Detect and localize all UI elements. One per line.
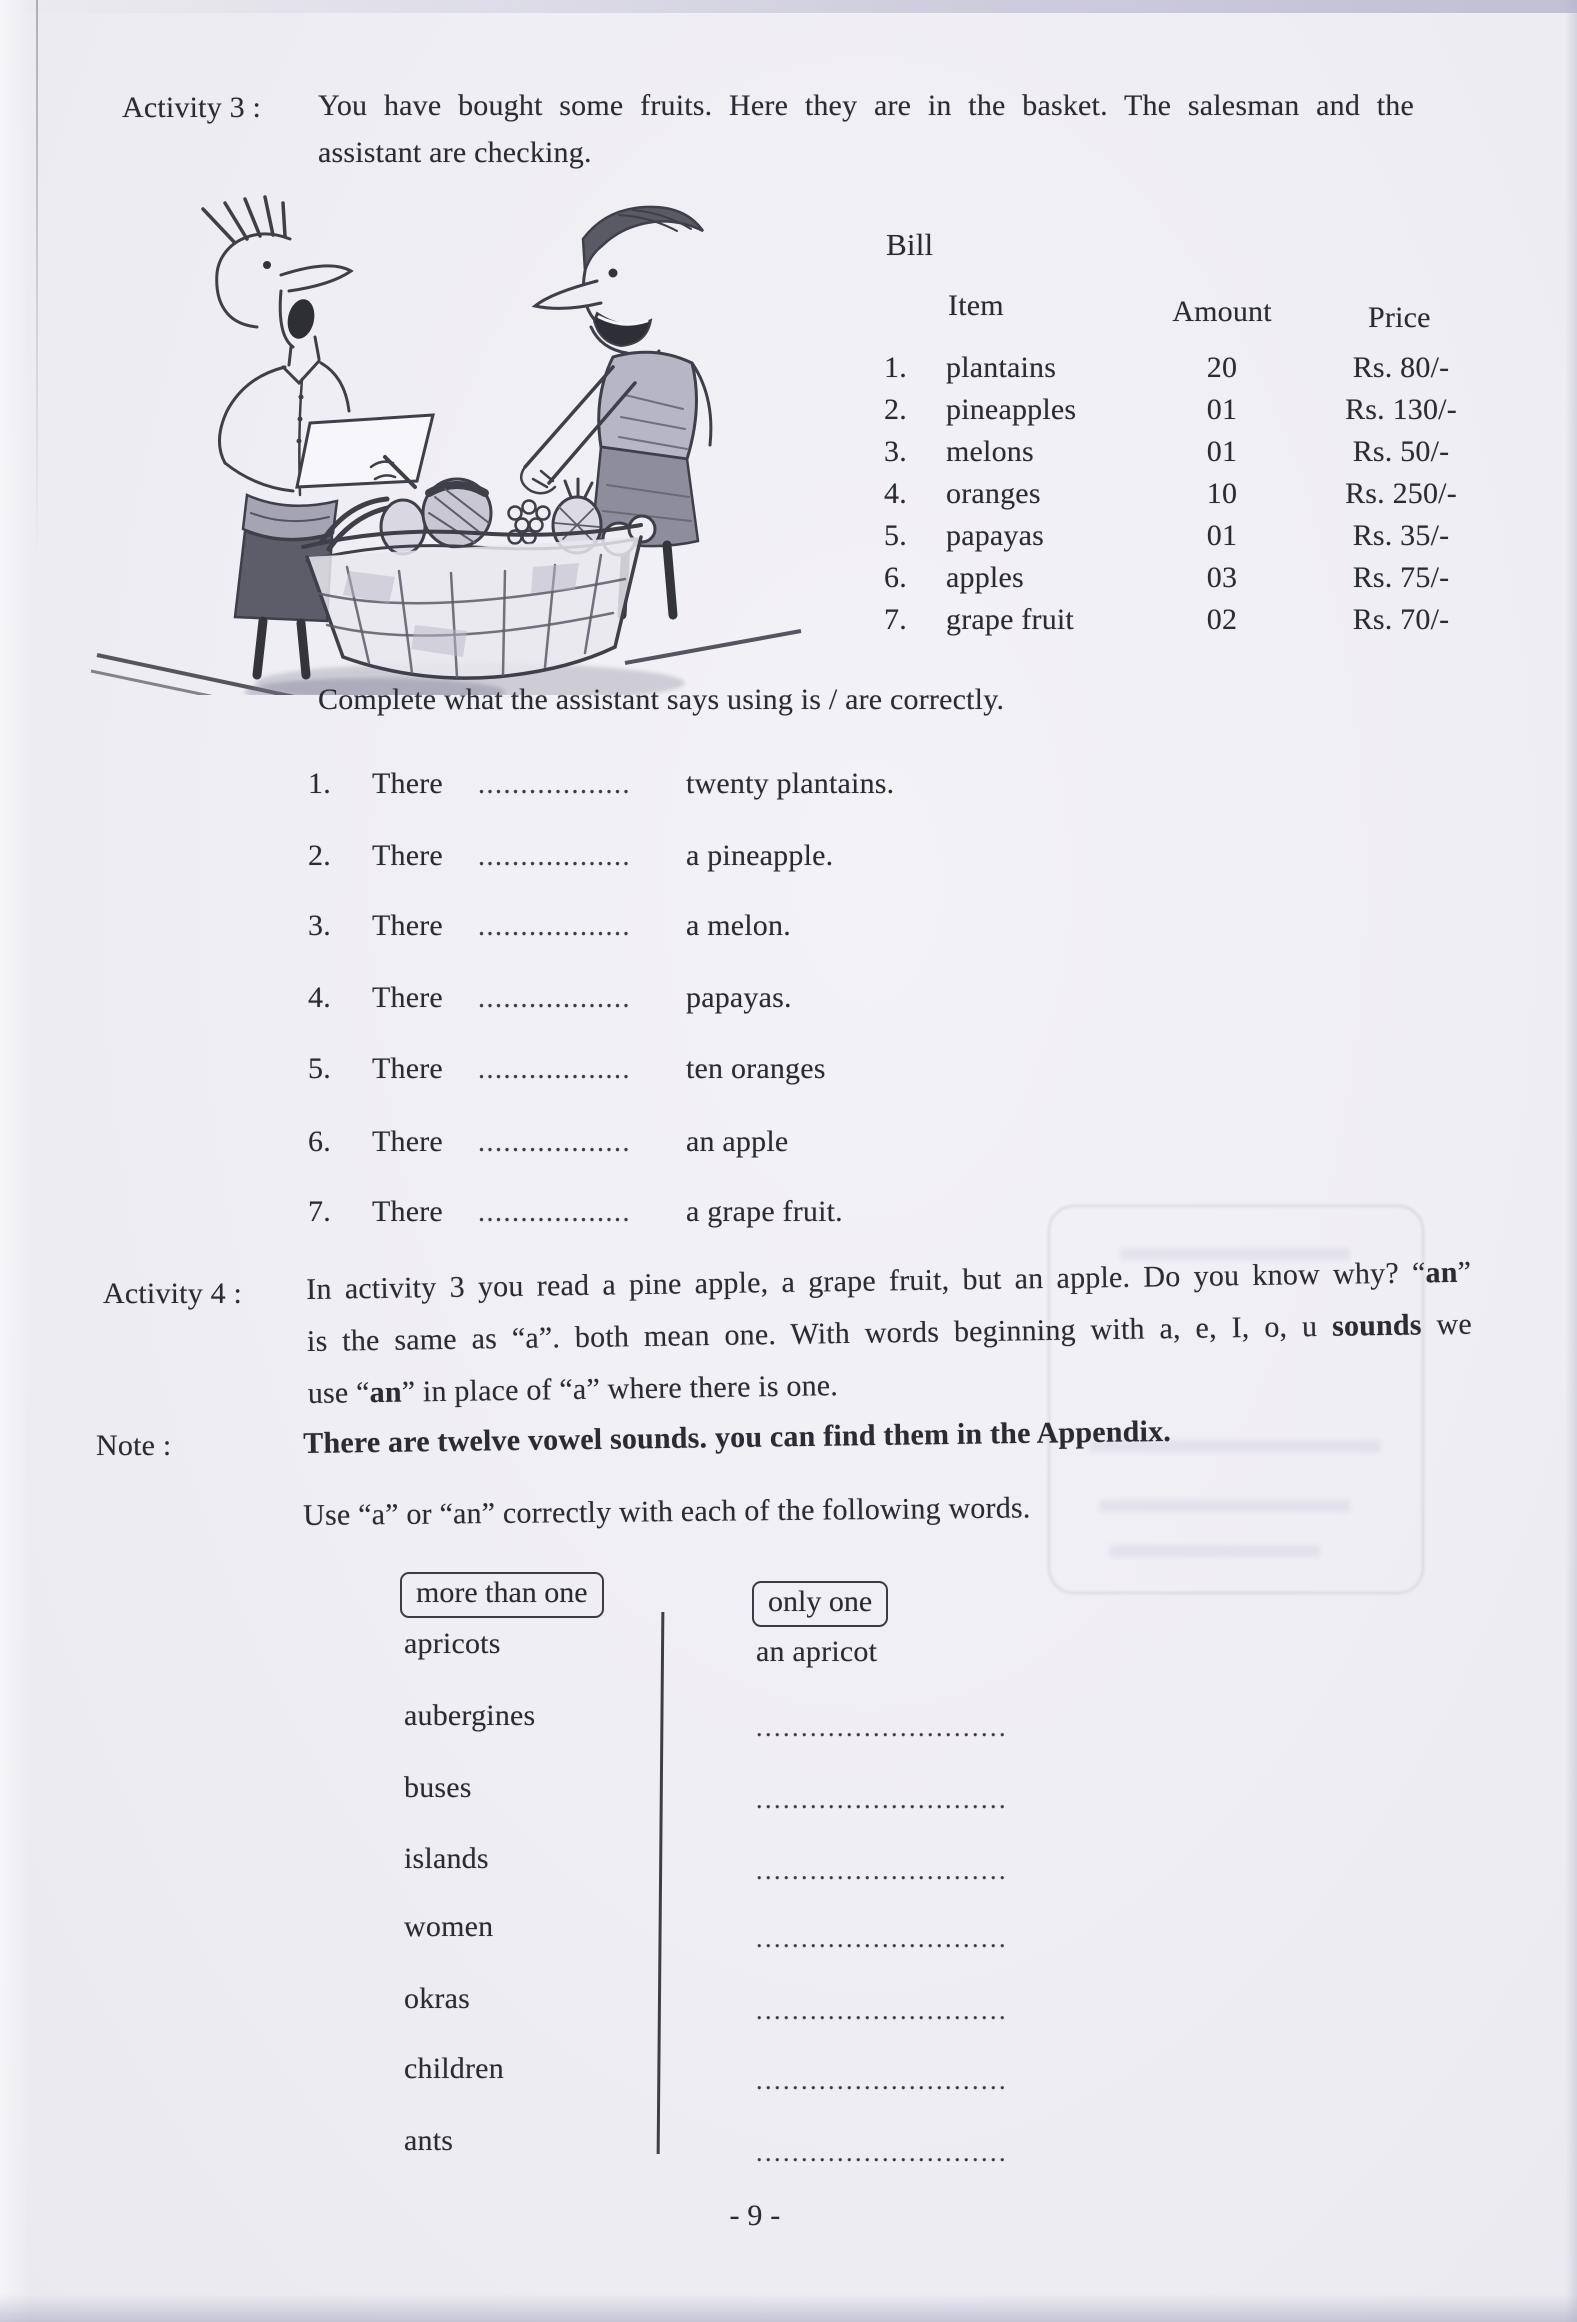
there-item-blank: .................. bbox=[478, 1127, 631, 1158]
there-item-blank: .................. bbox=[478, 983, 631, 1014]
bill-row-item: apples bbox=[946, 561, 1024, 594]
there-item-word: There bbox=[372, 1195, 443, 1228]
more-than-one-box: more than one bbox=[400, 1572, 604, 1618]
bill-row-num: 2. bbox=[884, 393, 907, 426]
there-item-num: 7. bbox=[308, 1195, 331, 1228]
singular-blank: ............................ bbox=[756, 1996, 1008, 2025]
bill-row-item: plantains bbox=[946, 351, 1057, 384]
plural-word: aubergines bbox=[404, 1699, 536, 1732]
activity4-line3: use “an” in place of “a” where there is one. bbox=[307, 1369, 839, 1410]
there-item-blank: .................. bbox=[478, 1197, 631, 1228]
bill-row-amount: 02 bbox=[1206, 603, 1238, 636]
plural-word: islands bbox=[404, 1842, 489, 1875]
bill-title: Bill bbox=[886, 227, 934, 262]
page-number: - 9 - bbox=[729, 2199, 781, 2232]
singular-blank: ............................ bbox=[756, 1713, 1008, 1742]
plural-word: women bbox=[404, 1910, 494, 1943]
there-item-word: There bbox=[372, 839, 443, 872]
there-item-word: There bbox=[372, 1052, 443, 1085]
bill-row-item: grape fruit bbox=[946, 603, 1074, 636]
bill-row-amount: 20 bbox=[1206, 351, 1238, 384]
activity3-intro-line2: assistant are checking. bbox=[318, 136, 592, 169]
bleed-through-smudge bbox=[1110, 1545, 1320, 1557]
bill-row-price: Rs. 80/- bbox=[1352, 351, 1450, 384]
activity4-paragraph bbox=[306, 1255, 1473, 1412]
there-item-blank: .................. bbox=[478, 1054, 631, 1085]
note-text: There are twelve vowel sounds. you can find them in the Appendix. bbox=[303, 1414, 1172, 1460]
bill-row-item: pineapples bbox=[946, 393, 1077, 426]
there-item-num: 6. bbox=[308, 1125, 331, 1158]
bill-row-item: papayas bbox=[946, 519, 1045, 552]
there-item-num: 5. bbox=[308, 1052, 331, 1085]
bill-row-item: melons bbox=[946, 435, 1034, 468]
bill-header-price: Price bbox=[1368, 301, 1431, 334]
there-item-num: 2. bbox=[308, 839, 331, 872]
there-item-answer: twenty plantains. bbox=[686, 767, 895, 800]
bill-header-item: Item bbox=[948, 289, 1004, 322]
activity3-label: Activity 3 : bbox=[122, 91, 262, 124]
singular-blank: ............................ bbox=[756, 1785, 1008, 1814]
bill-row-amount: 03 bbox=[1206, 561, 1238, 594]
scan-top-edge bbox=[0, 0, 1577, 13]
use-instruction: Use “a” or “an” correctly with each of the following words. bbox=[303, 1491, 1031, 1532]
scan-binding-crease bbox=[36, 0, 38, 560]
there-item-word: There bbox=[372, 909, 443, 942]
scan-right-edge bbox=[1565, 0, 1577, 2322]
bill-row-price: Rs. 250/- bbox=[1345, 477, 1457, 510]
activity4-line1: In activity 3 you read a pine apple, a grape fruit, but an apple. Do you know why? “an” bbox=[306, 1255, 1472, 1306]
column-divider-line bbox=[657, 1612, 665, 2154]
bill-row-num: 4. bbox=[884, 477, 907, 510]
there-item-answer: a melon. bbox=[686, 909, 791, 942]
singular-blank: ............................ bbox=[756, 1856, 1008, 1885]
there-item-answer: papayas. bbox=[686, 981, 792, 1014]
bill-row-num: 5. bbox=[884, 519, 907, 552]
bleed-through-smudge bbox=[1100, 1500, 1350, 1512]
bill-row-num: 3. bbox=[884, 435, 907, 468]
plural-word: apricots bbox=[404, 1627, 501, 1660]
activity4-line2: is the same as “a”. both mean one. With words beginning with a, e, I, o, u sounds we bbox=[306, 1307, 1473, 1358]
complete-instruction: Complete what the assistant says using is / are correctly. bbox=[318, 683, 1005, 716]
bill-row-amount: 01 bbox=[1206, 435, 1238, 468]
there-item-num: 1. bbox=[308, 767, 331, 800]
bill-row-price: Rs. 75/- bbox=[1352, 561, 1450, 594]
note-label: Note : bbox=[96, 1429, 172, 1462]
there-item-word: There bbox=[372, 981, 443, 1014]
only-one-box: only one bbox=[752, 1581, 888, 1627]
bill-row-price: Rs. 35/- bbox=[1352, 519, 1450, 552]
scan-bottom-edge bbox=[0, 2294, 1577, 2322]
plural-word: children bbox=[404, 2052, 504, 2085]
activity4-label: Activity 4 : bbox=[103, 1277, 243, 1310]
plural-word: okras bbox=[404, 1982, 470, 2015]
there-item-word: There bbox=[372, 1125, 443, 1158]
there-item-answer: a pineapple. bbox=[686, 839, 834, 872]
fruit-basket-illustration bbox=[85, 195, 805, 695]
there-item-num: 4. bbox=[308, 981, 331, 1014]
singular-blank: ............................ bbox=[756, 2066, 1008, 2095]
there-item-answer: a grape fruit. bbox=[686, 1195, 843, 1228]
bill-row-item: oranges bbox=[946, 477, 1041, 510]
bill-row-num: 7. bbox=[884, 603, 907, 636]
bill-row-price: Rs. 50/- bbox=[1352, 435, 1450, 468]
bill-row-amount: 01 bbox=[1206, 393, 1238, 426]
singular-blank: ............................ bbox=[756, 2138, 1008, 2167]
singular-answer: an apricot bbox=[756, 1635, 878, 1668]
there-item-word: There bbox=[372, 767, 443, 800]
bill-row-num: 1. bbox=[884, 351, 907, 384]
there-item-blank: .................. bbox=[478, 911, 631, 942]
bill-row-amount: 01 bbox=[1206, 519, 1238, 552]
there-item-answer: ten oranges bbox=[686, 1052, 826, 1085]
fruit-basket bbox=[303, 525, 641, 678]
plural-word: ants bbox=[404, 2124, 454, 2157]
bill-row-num: 6. bbox=[884, 561, 907, 594]
activity3-intro-line1: You have bought some fruits. Here they are in the basket. The salesman and the bbox=[318, 89, 1414, 122]
bill-row-price: Rs. 70/- bbox=[1352, 603, 1450, 636]
plural-word: buses bbox=[404, 1771, 472, 1804]
bill-header-amount: Amount bbox=[1172, 295, 1272, 328]
there-item-answer: an apple bbox=[686, 1125, 789, 1158]
bill-row-amount: 10 bbox=[1206, 477, 1238, 510]
singular-blank: ............................ bbox=[756, 1924, 1008, 1953]
scan-left-margin bbox=[0, 0, 30, 2322]
bill-row-price: Rs. 130/- bbox=[1345, 393, 1457, 426]
there-item-blank: .................. bbox=[478, 841, 631, 872]
there-item-num: 3. bbox=[308, 909, 331, 942]
there-item-blank: .................. bbox=[478, 769, 631, 800]
